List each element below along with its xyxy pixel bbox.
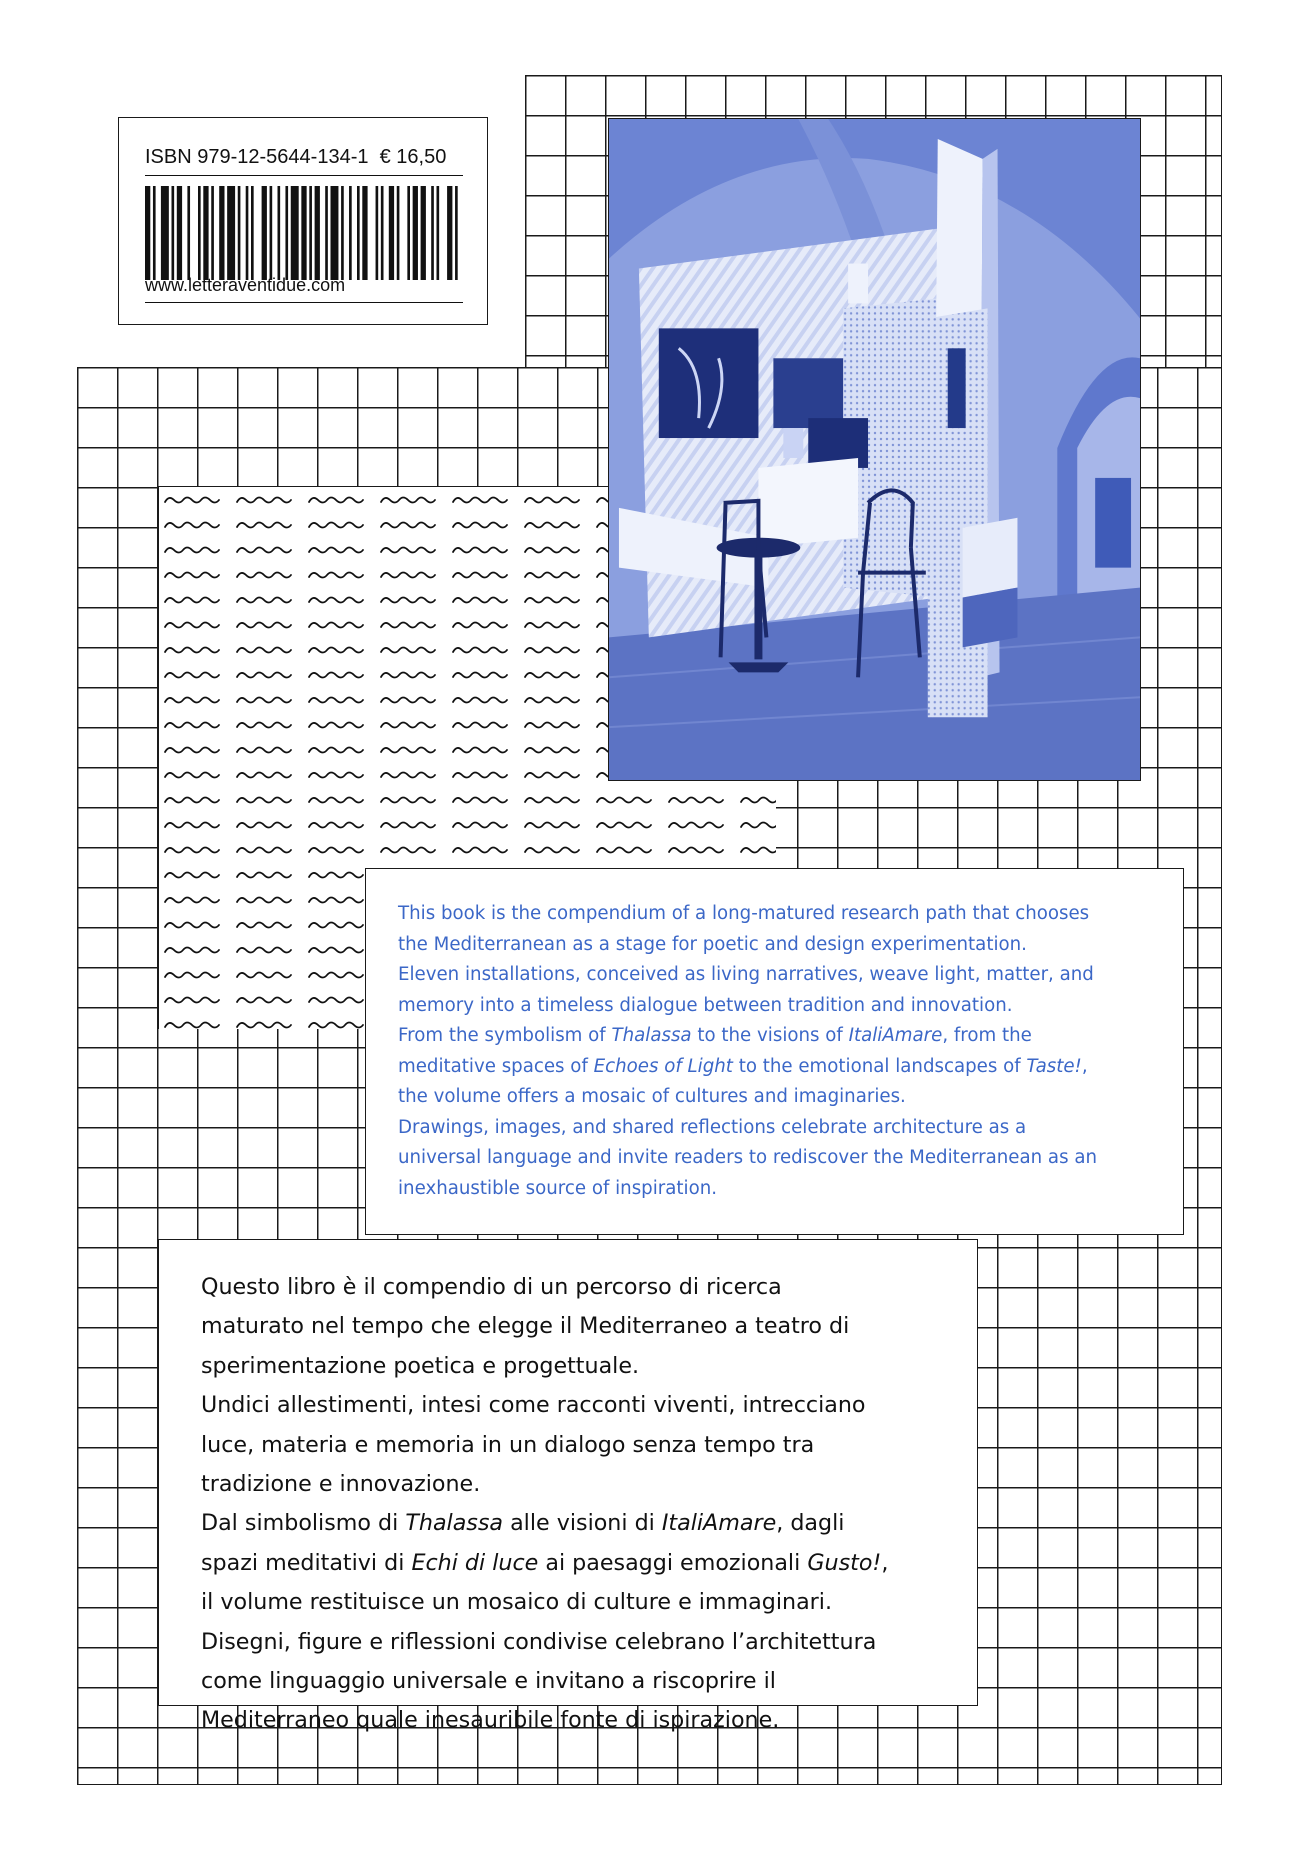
text-run: memory into a timeless dialogue between tradition and innovation. (398, 994, 1013, 1016)
barcode-icon (145, 186, 463, 280)
price: € 16,50 (379, 146, 447, 168)
text-line (201, 1701, 971, 1740)
text-run: meditative spaces of (398, 1055, 594, 1077)
text-run: This book is the compendium of a long-matured research path that chooses (398, 903, 1090, 924)
text-line (398, 1052, 1168, 1083)
text-run: Drawings, images, and shared reflections celebrate architecture as a (398, 1116, 1027, 1138)
text-run: to the visions of (691, 1025, 849, 1046)
text-run: ai paesaggi emozionali (538, 1549, 808, 1576)
text-line (398, 1143, 1168, 1174)
text-run: Undici allestimenti, intesi come racconti viventi, intrecciano (201, 1392, 866, 1419)
text-line (398, 991, 1168, 1022)
text-run: universal language and invite readers to rediscover the Mediterranean as an (398, 1147, 1098, 1168)
text-run: Dal simbolismo di (201, 1510, 406, 1537)
text-line (398, 1113, 1168, 1144)
text-run: maturato nel tempo che elegge il Mediterraneo a teatro di (201, 1313, 850, 1340)
barcode-rule-top (145, 175, 463, 176)
barcode-label (118, 117, 488, 325)
barcode-rule-bottom (145, 302, 463, 303)
text-run: Questo libro è il compendio di un percorso di ricerca (201, 1274, 782, 1300)
text-line (201, 1386, 971, 1425)
text-run: luce, materia e memoria in un dialogo senza tempo tra (201, 1431, 815, 1458)
text-run: sperimentazione poetica e progettuale. (201, 1352, 640, 1379)
italic-title: ItaliAmare (848, 1025, 943, 1046)
text-line (201, 1268, 971, 1307)
isbn-line (145, 146, 446, 169)
installation-photo (608, 118, 1141, 781)
italic-title: Gusto! (807, 1549, 882, 1576)
italic-title: Taste! (1026, 1055, 1082, 1077)
text-run: the Mediterranean as a stage for poetic and design experimentation. (398, 933, 1027, 955)
italic-title: Thalassa (611, 1025, 692, 1046)
text-line (201, 1623, 971, 1662)
text-line (201, 1347, 971, 1386)
italic-title: Thalassa (405, 1510, 504, 1537)
english-description-panel (365, 868, 1184, 1235)
text-run: il volume restituisce un mosaico di culture e immaginari. (201, 1589, 832, 1616)
text-run: From the symbolism of (398, 1025, 612, 1046)
text-run: Eleven installations, conceived as living narratives, weave light, matter, and (398, 964, 1094, 985)
text-run: , (881, 1549, 889, 1576)
text-run: Mediterraneo quale inesauribile fonte di ispirazione. (201, 1707, 780, 1734)
text-line (201, 1307, 971, 1346)
text-run: spazi meditativi di (201, 1549, 412, 1576)
text-line (201, 1662, 971, 1701)
italian-description-panel (158, 1239, 978, 1734)
text-run: alle visioni di (503, 1510, 662, 1537)
text-run: , dagli (776, 1510, 845, 1537)
text-line (398, 930, 1168, 961)
text-run: come linguaggio universale e invitano a riscoprire il (201, 1668, 776, 1695)
publisher-website: www.letteraventidue.com (145, 275, 346, 295)
text-run: to the emotional landscapes of (732, 1055, 1027, 1077)
text-line (398, 1082, 1168, 1113)
text-line (201, 1504, 971, 1543)
text-run: tradizione e innovazione. (201, 1471, 481, 1498)
italic-title: Echoes of Light (593, 1055, 733, 1077)
text-line (398, 1021, 1168, 1052)
italian-description (201, 1268, 971, 1741)
text-run: Disegni, figure e riflessioni condivise celebrano l’architettura (201, 1628, 877, 1655)
text-line (201, 1426, 971, 1465)
text-line (201, 1465, 971, 1504)
english-description (398, 899, 1168, 1204)
text-run: the volume offers a mosaic of cultures and imaginaries. (398, 1086, 906, 1107)
isbn-number: ISBN 979-12-5644-134-1 (145, 146, 369, 168)
text-run: , from the (942, 1025, 1032, 1046)
text-line (398, 960, 1168, 991)
text-line (201, 1583, 971, 1622)
photo-illustration (609, 119, 1140, 780)
text-line (398, 1174, 1168, 1205)
text-line (201, 1544, 971, 1583)
italic-title: ItaliAmare (661, 1510, 777, 1537)
text-line (398, 899, 1168, 930)
italic-title: Echi di luce (411, 1549, 539, 1576)
text-run: inexhaustible source of inspiration. (398, 1177, 718, 1199)
text-run: , (1081, 1055, 1088, 1077)
